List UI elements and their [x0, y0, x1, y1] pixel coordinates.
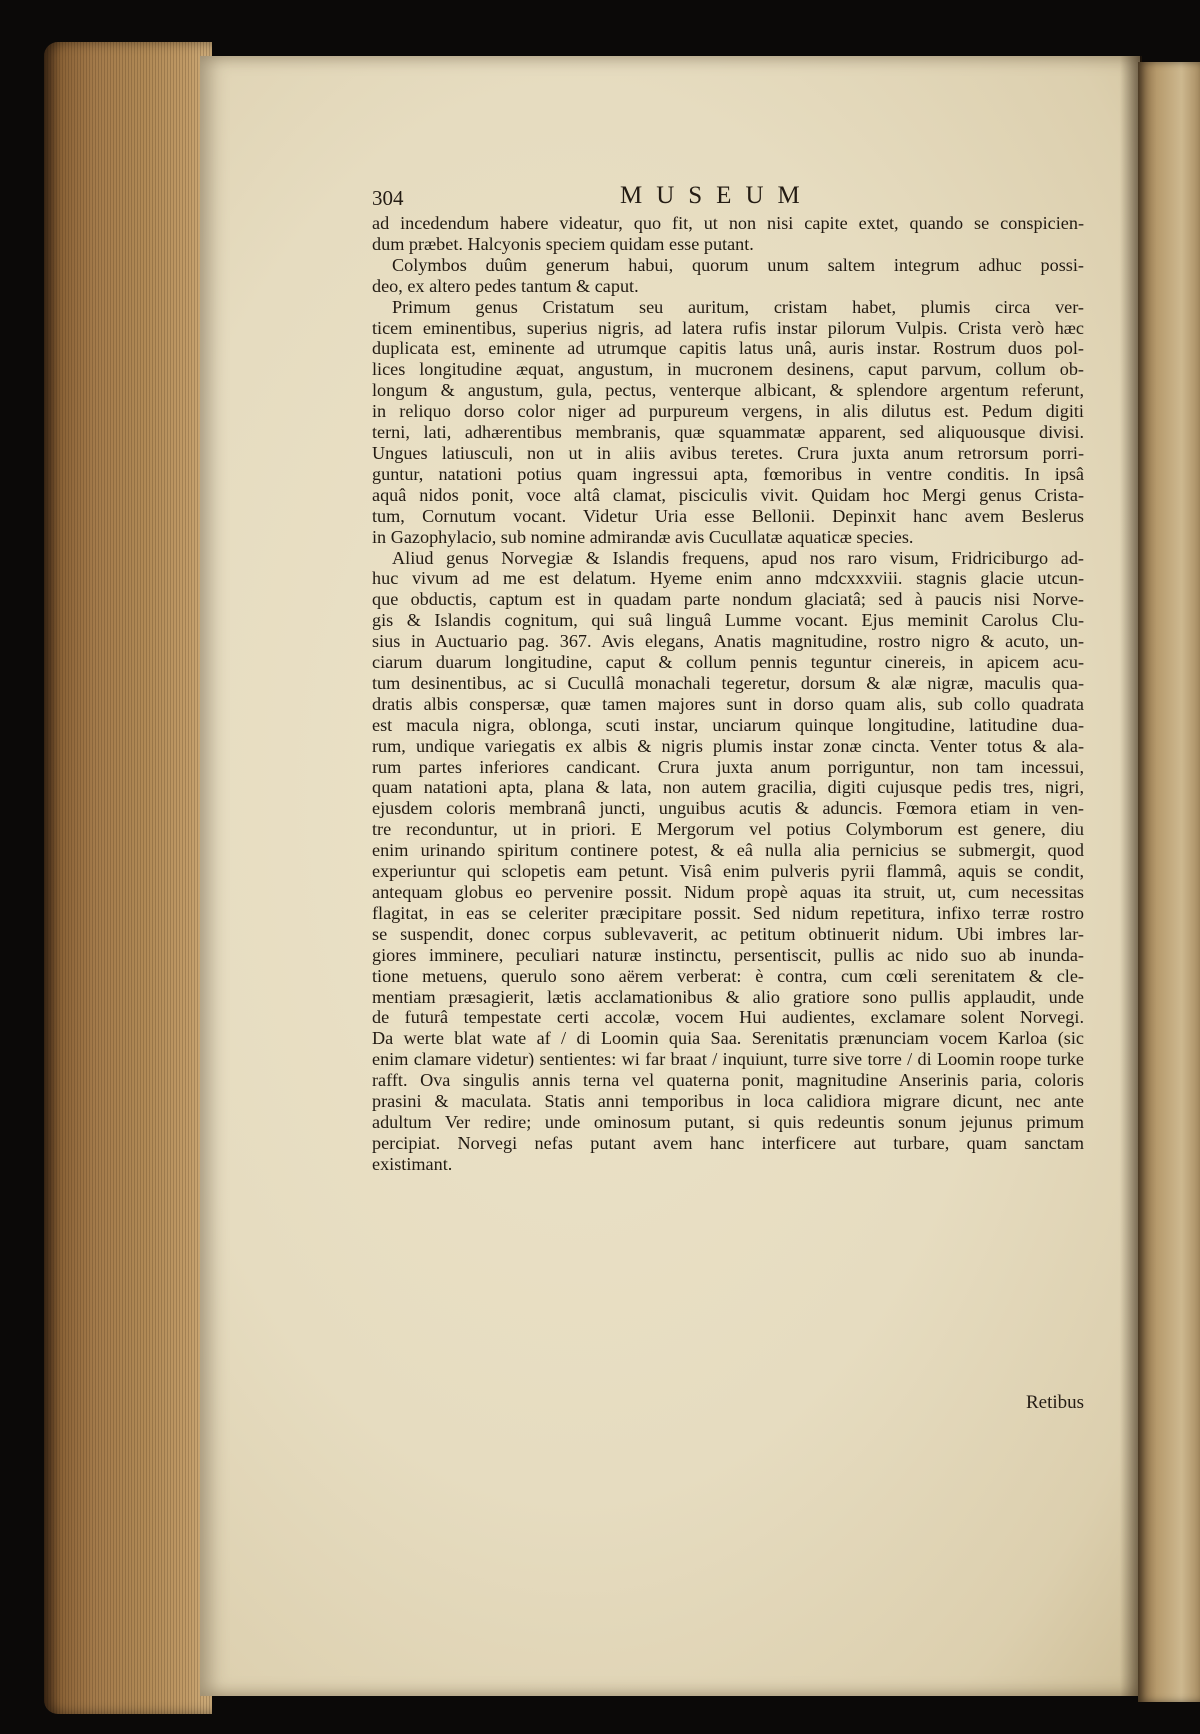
- body-text: [372, 213, 1084, 1175]
- text-line: sius in Auctuario pag. 367. Avis elegans, Anatis magnitudine, rostro nigro & acuto, un-: [372, 631, 1084, 652]
- paragraph: [372, 297, 1084, 548]
- text-line: aquâ nidos ponit, voce altâ clamat, pisciculis vivit. Quidam hoc Mergi genus Crista-: [372, 484, 1084, 505]
- text-line: lices longitudine æquat, angustum, in mucronem desinens, caput parvum, collum ob-: [372, 359, 1084, 380]
- text-line: existimant.: [372, 1153, 453, 1174]
- text-line: deo, ex altero pedes tantum & caput.: [372, 275, 639, 296]
- page-number: 304: [372, 186, 404, 210]
- text-line: quam natationi apta, plana & lata, non autem gracilia, digiti cujusque pedis tres, nigri,: [372, 777, 1084, 798]
- text-line: de futurâ tempestate certi accolæ, vocem Hui audientes, exclamare solent Norvegi.: [372, 1007, 1084, 1028]
- text-line: adultum Ver redire; unde ominosum putant, si quis redeuntis sonum jejunus primum: [372, 1111, 1084, 1132]
- text-line: ticem eminentibus, superius nigris, ad latera rufis instar pilorum Vulpis. Crista verò hæc: [372, 317, 1084, 338]
- page-edges: [44, 42, 212, 1714]
- text-line: enim clamare videtur) sentientes: wi far braat / inquiunt, turre sive torre / di Loomin roope turke: [372, 1049, 1084, 1070]
- text-line: prasini & maculata. Statis anni temporibus in loca calidiora migrare dicunt, nec ante: [372, 1091, 1084, 1112]
- text-line: tione metuens, querulo sono aërem verberat: è contra, cum cœli serenitatem & cle-: [372, 965, 1084, 986]
- text-line: se suspendit, donec corpus sublevaverit, ac petitum obtinuerit nidum. Ubi imbres lar-: [372, 923, 1084, 944]
- text-line: dum præbet. Halcyonis speciem quidam esse putant.: [372, 233, 754, 254]
- text-line: Aliud genus Norvegiæ & Islandis frequens, apud nos raro visum, Fridriciburgo ad-: [392, 547, 1084, 568]
- text-line: que obductis, captum est in quadam parte nondum glaciatâ; sed à paucis nisi Norve-: [372, 589, 1084, 610]
- text-line: Ungues latiusculi, non ut in aliis avibus teretes. Crura juxta anum retrorsum porri-: [372, 442, 1084, 463]
- page-header: [372, 182, 1084, 216]
- text-line: ejusdem coloris membranâ juncti, unguibus acutis & aduncis. Fœmora etiam in ven-: [372, 798, 1084, 819]
- paragraph: [372, 255, 1084, 297]
- text-line: dratis albis conspersæ, quæ tamen majores sunt in dorso quam alis, sub collo quadrata: [372, 693, 1084, 714]
- text-line: huc vivum ad me est delatum. Hyeme enim anno mdcxxxviii. stagnis glacie utcun-: [372, 568, 1084, 589]
- text-line: flagitat, in eas se celeriter præcipitare possit. Sed nidum repetitura, infixo terræ rostro: [372, 902, 1084, 923]
- text-line: ciarum duarum longitudine, caput & collum pennis teguntur cinereis, in apicem acu-: [372, 652, 1084, 673]
- text-line: est macula nigra, oblonga, scuti instar, unciarum quinque longitudine, latitudine dua-: [372, 714, 1084, 735]
- paragraph: [372, 213, 1084, 255]
- text-line: antequam globus eo pervenire possit. Nidum propè aquas ita struit, ut, cum necessitas: [372, 882, 1084, 902]
- text-line: tum desinentibus, ac si Cucullâ monachali tegeretur, dorsum & alæ nigræ, maculis qua-: [372, 672, 1084, 693]
- text-line: giores imminere, peculiari naturæ instinctu, persentiscit, pullis ac nido suo ab inunda-: [372, 944, 1084, 965]
- text-line: duplicata est, eminente ad utrumque capitis latus unâ, auris instar. Rostrum duos pol-: [372, 338, 1084, 359]
- text-line: gis & Islandis cognitum, qui suâ linguâ Lumme vocant. Ejus meminit Carolus Clu-: [372, 610, 1084, 631]
- text-line: Colymbos duûm generum habui, quorum unum saltem integrum adhuc possi-: [392, 254, 1084, 275]
- text-line: rafft. Ova singulis annis terna vel quaterna ponit, magnitudine Anserinis paria, coloris: [372, 1070, 1084, 1091]
- text-line: tum, Cornutum vocant. Videtur Uria esse Bellonii. Depinxit hanc avem Beslerus: [372, 505, 1084, 526]
- text-line: rum, undique variegatis ex albis & nigris plumis instar zonæ cincta. Venter totus & ala-: [372, 735, 1084, 756]
- text-line: longum & angustum, gula, pectus, venterque albicant, & splendore argentum referunt,: [372, 380, 1084, 401]
- text-line: percipiat. Norvegi nefas putant avem hanc interficere aut turbare, quam sanctam: [372, 1132, 1084, 1153]
- text-line: enim urinando spiritum continere potest, & eâ nulla alia pernicius se submergit, quod: [372, 840, 1084, 861]
- paragraph: [372, 548, 1084, 1175]
- text-line: tre reconduntur, ut in priori. E Mergorum vel potius Colymborum est genere, diu: [372, 819, 1084, 840]
- text-line: terni, lati, adhærentibus membranis, quæ squammatæ apparent, sed aliquousque divisi.: [372, 422, 1084, 443]
- text-line: rum partes inferiores candicant. Crura juxta anum porriguntur, non tam incessui,: [372, 756, 1084, 777]
- text-line: guntur, natationi potius quam ingressui apta, fœmoribus in ventre conditis. In ipsâ: [372, 463, 1084, 484]
- facing-page-edge: [1138, 62, 1200, 1702]
- text-line: experiuntur qui sclopetis eam petunt. Visâ enim pulveris pyrii flammâ, aquis se condit,: [372, 861, 1084, 882]
- text-line: Da werte blat wate af / di Loomin quia Saa. Serenitatis prænunciam vocem Karloa (sic: [372, 1028, 1084, 1049]
- running-head: MUSEUM: [620, 182, 814, 209]
- catchword: Retibus: [1026, 1392, 1085, 1413]
- text-line: ad incedendum habere videatur, quo fit, ut non nisi capite extet, quando se conspicien-: [372, 213, 1084, 233]
- text-line: mentiam præsagierit, lætis acclamationibus & alio gratiore sono pullis applaudit, unde: [372, 986, 1084, 1007]
- text-line: in reliquo dorso color niger ad purpureum vergens, in alis dilutus est. Pedum digiti: [372, 401, 1084, 422]
- text-line: Primum genus Cristatum seu auritum, cristam habet, plumis circa ver-: [392, 296, 1084, 317]
- text-line: in Gazophylacio, sub nomine admirandæ avis Cucullatæ aquaticæ species.: [372, 526, 914, 547]
